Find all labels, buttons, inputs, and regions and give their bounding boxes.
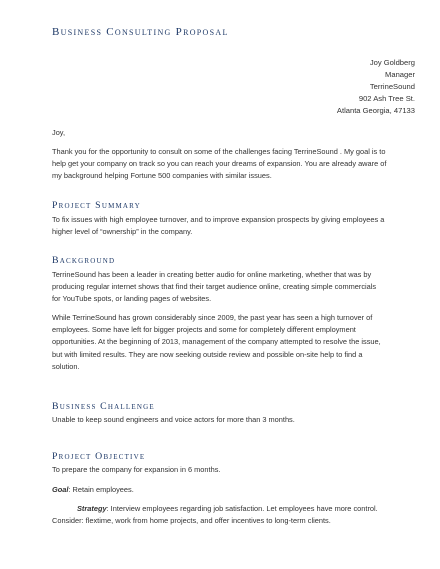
sender-name: Joy Goldberg	[369, 58, 415, 67]
project-summary-line: To fix issues with high employee turnover, and to improve expansion prospects by giving employees a	[52, 215, 385, 224]
project-summary-paragraph	[52, 214, 417, 238]
sender-role: Manager	[385, 70, 415, 80]
strategy-text: : Interview employees regarding job satisfaction. Let employees have more control.	[106, 504, 378, 513]
sender-company: TerrineSound	[369, 82, 415, 92]
sender-address-block	[337, 57, 415, 117]
background-line: While TerrineSound has grown considerably since 2009, the past year has seen a high turnover of	[52, 313, 373, 322]
business-challenge-paragraph	[52, 414, 417, 426]
intro-paragraph	[52, 146, 417, 183]
project-objective-heading: Project Objective	[52, 451, 146, 462]
document-title: Business Consulting Proposal	[52, 26, 229, 38]
project-summary-line: higher level of “ownership” in the company.	[52, 227, 193, 237]
project-objective-line: To prepare the company for expansion in 6 months.	[52, 465, 221, 474]
background-line: but with limited results. They are now seeking outside review and possible on-site help to find a	[52, 349, 363, 359]
intro-line: help get your company on track so you can reach your dreams of expansion. You are already aware of	[52, 159, 387, 169]
business-challenge-heading: Business Challenge	[52, 401, 155, 412]
background-paragraph-1	[52, 269, 417, 306]
project-summary-heading: Project Summary	[52, 200, 141, 211]
strategy-line-2: Consider: flextime, work from home projects, and offer incentives to long-term clients.	[52, 516, 331, 526]
project-objective-paragraph	[52, 464, 417, 476]
sender-city: Atlanta Georgia, 47133	[336, 106, 415, 116]
goal-line	[52, 484, 417, 496]
intro-line: Thank you for the opportunity to consult on some of the challenges facing TerrineSound . My goal is to	[52, 147, 386, 156]
strategy-label: Strategy	[77, 504, 107, 513]
background-line: producing regular internet shows that find their target audience online, creating simple commercials	[52, 282, 377, 292]
background-line: for YouTube spots, or landing pages of websites.	[52, 294, 212, 304]
background-line: employees. Some have left for bigger projects and some for completely different employment	[52, 325, 356, 335]
background-paragraph-2	[52, 312, 417, 373]
background-line: TerrineSound has been a leader in creating better audio for online marketing, whether that was by	[52, 270, 372, 279]
background-heading: Background	[52, 255, 116, 266]
business-challenge-line: Unable to keep sound engineers and voice actors for more than 3 months.	[52, 415, 295, 424]
intro-line: my background helping Fortune 500 companies with similar issues.	[52, 171, 272, 181]
background-line: solution.	[52, 361, 80, 371]
goal-text: : Retain employees.	[68, 485, 134, 494]
sender-street: 902 Ash Tree St.	[358, 94, 415, 104]
goal-label: Goal	[52, 485, 69, 494]
background-line: opportunities. At the beginning of 2013, management of the company attempted to resolve the issue,	[52, 337, 381, 347]
salutation: Joy,	[52, 128, 66, 137]
strategy-paragraph	[52, 503, 417, 527]
